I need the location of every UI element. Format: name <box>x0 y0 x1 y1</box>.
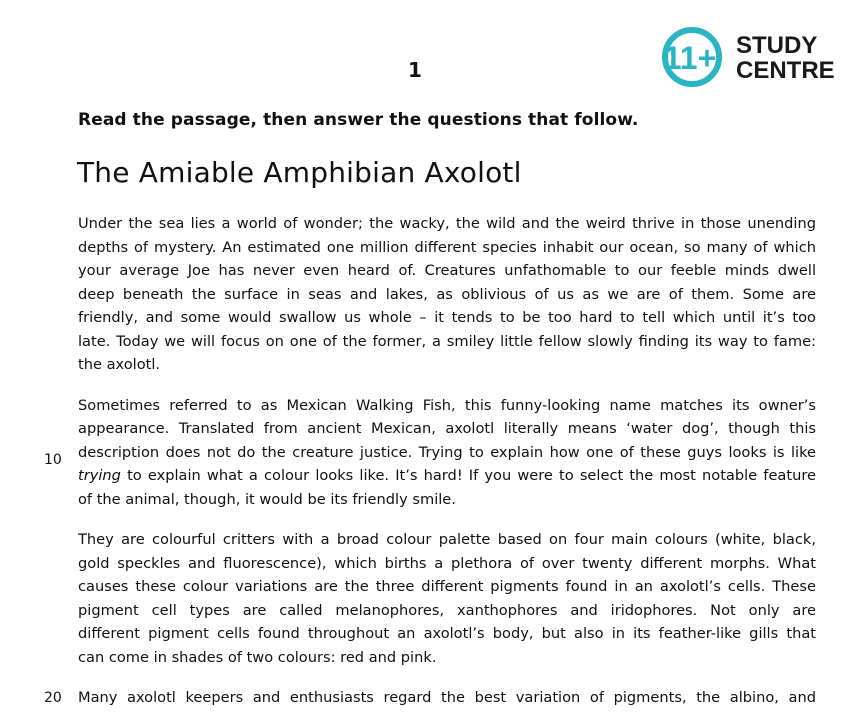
text-line: the axolotl. <box>78 356 161 373</box>
passage <box>78 212 816 727</box>
logo-text-centre: CENTRE <box>736 57 835 84</box>
text-line: Sometimes referred to as Mexican Walking Fish, this funny-looking name matches its owner’s <box>78 396 816 414</box>
italic-word: trying <box>78 467 121 484</box>
text-line: Under the sea lies a world of wonder; the wacky, the wild and the weird thrive in those unending <box>78 215 816 232</box>
text-line: pigment cell types are called melanophores, xanthophores and iridophores. Not only are <box>78 601 816 619</box>
study-centre-logo <box>660 24 850 90</box>
text-line <box>78 464 816 488</box>
line-number-20: 20 <box>44 690 62 706</box>
logo-text-study: STUDY <box>736 32 818 59</box>
text-segment: to explain what a colour looks like. It’s hard! If you were to select the most notable feature <box>120 467 816 484</box>
text-line: description does not do the creature justice. Trying to explain how one of these guys looks is like <box>78 443 816 461</box>
passage-title: The Amiable Amphibian Axolotl <box>77 156 522 189</box>
text-line: your average Joe has never even heard of. Creatures unfathomable to our feeble minds dwell <box>78 262 816 279</box>
paragraph-3 <box>78 528 816 669</box>
logo-badge-text: 11+ <box>663 40 717 76</box>
text-line: friendly, and some would swallow us whole – it tends to be too hard to tell which until it’s too <box>78 309 816 326</box>
text-line: depths of mystery. An estimated one million different species inhabit our ocean, so many of which <box>78 238 816 256</box>
text-line: Many axolotl keepers and enthusiasts regard the best variation of pigments, the albino, and <box>78 689 816 706</box>
logo-graphic <box>660 24 850 90</box>
paragraph-2 <box>78 394 816 512</box>
text-line: late. Today we will focus on one of the former, a smiley little fellow slowly finding its way to fame: <box>78 332 816 350</box>
line-number-10: 10 <box>44 452 62 468</box>
text-line: of the animal, though, it would be its friendly smile. <box>78 490 456 508</box>
text-line: can come in shades of two colours: red and pink. <box>78 648 437 666</box>
text-line: causes these colour variations are the three different pigments found in an axolotl’s cells. These <box>78 578 816 595</box>
paragraph-4 <box>78 686 816 710</box>
text-line: deep beneath the surface in seas and lakes, as oblivious of us as we are of them. Some are <box>78 285 816 303</box>
text-line: They are colourful critters with a broad colour palette based on four main colours (white, black, <box>78 531 816 548</box>
text-line: different pigment cells found throughout an axolotl’s body, but also in its feather-like gills that <box>78 625 816 642</box>
instruction-text: Read the passage, then answer the questions that follow. <box>78 110 639 130</box>
text-line: gold speckles and fluorescence), which births a plethora of over twenty different morphs. What <box>78 554 816 572</box>
paragraph-1 <box>78 212 816 377</box>
text-line: appearance. Translated from ancient Mexican, axolotl literally means ‘water dog’, though this <box>78 420 816 437</box>
page-number: 1 <box>408 58 422 82</box>
